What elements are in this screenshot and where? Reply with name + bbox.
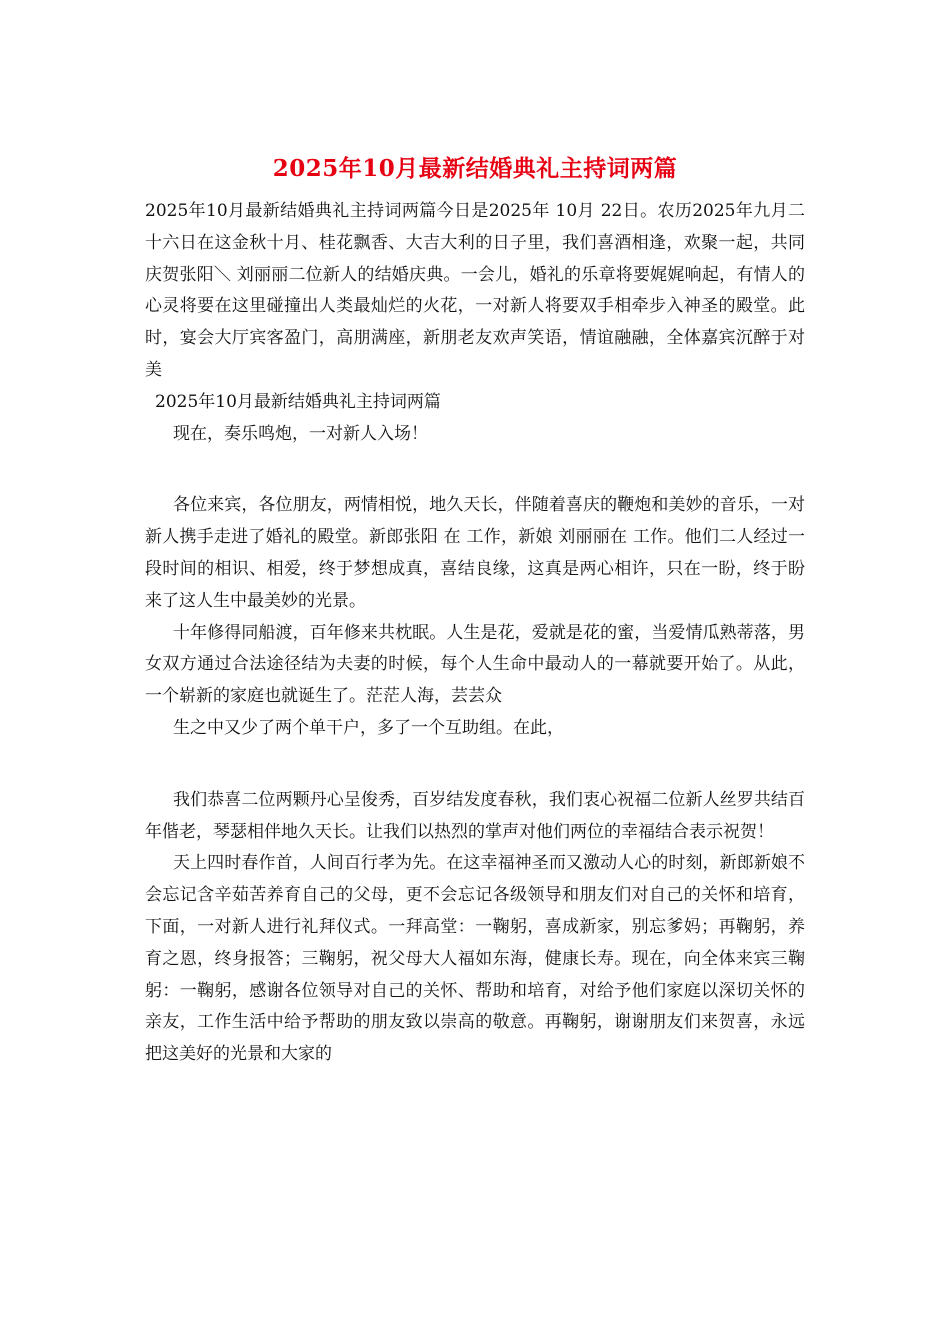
paragraph: 我们恭喜二位两颗丹心呈俊秀，百岁结发度春秋，我们衷心祝福二位新人丝罗共结百年偕老，琴瑟相伴地久天长。让我们以热烈的掌声对他们两位的幸福结合表示祝贺！ bbox=[145, 789, 805, 842]
blank-line bbox=[145, 745, 805, 785]
paragraph: 天上四时春作首，人间百行孝为先。在这幸福神圣而又激动人心的时刻，新郎新娘不会忘记含辛茹苦养育自己的父母，更不会忘记各级领导和朋友们对自己的关怀和培育，下面，一对新人进行礼拜仪式。一拜高堂：一鞠躬，喜成新家，别忘爹妈；再鞠躬，养育之恩，终身报答；三鞠躬，祝父母大人福如东海，健康长寿。现在，向全体来宾三鞠躬：一鞠躬，感谢各位领导对自己的关怀、帮助和培育，对给予他们家庭以深切关怀的亲友，工作生活中给予帮助的朋友致以崇高的敬意。再鞠躬，谢谢朋友们来贺喜，永远把这美好的光景和大家的 bbox=[145, 853, 805, 1065]
paragraph: 十年修得同船渡，百年修来共枕眠。人生是花，爱就是花的蜜，当爱情瓜熟蒂落，男女双方通过合法途径结为夫妻的时候，每个人生命中最动人的一幕就要开始了。从此，一个崭新的家庭也就诞生了。茫茫人海，芸芸众 bbox=[145, 622, 805, 707]
document-body bbox=[145, 196, 805, 1071]
blank-line bbox=[145, 450, 805, 490]
subheading: 2025年10月最新结婚典礼主持词两篇 bbox=[155, 391, 441, 412]
paragraph: 现在，奏乐鸣炮，一对新人入场！ bbox=[173, 423, 428, 444]
intro-paragraph: 2025年10月最新结婚典礼主持词两篇今日是2025年 10月 22日。农历2025年九月二十六日在这金秋十月、桂花飘香、大吉大利的日子里，我们喜酒相逢，欢聚一起，共同庆贺张阳＼ 刘丽丽二位新人的结婚庆典。一会儿，婚礼的乐章将要娓娓响起，有情人的心灵将要在这里碰撞出人类最灿烂的火花，一对新人将要双手相牵步入神圣的殿堂。此时，宴会大厅宾客盈门，高朋满座，新朋老友欢声笑语，情谊融融，全体嘉宾沉醉于对美 bbox=[145, 201, 805, 380]
paragraph: 生之中又少了两个单干户，多了一个互助组。在此， bbox=[173, 717, 564, 738]
paragraph: 各位来宾，各位朋友，两情相悦，地久天长，伴随着喜庆的鞭炮和美妙的音乐，一对新人携手走进了婚礼的殿堂。新郎张阳 在 工作，新娘 刘丽丽在 工作。他们二人经过一段时间的相识、相爱，终于梦想成真，喜结良缘，这真是两心相许，只在一盼，终于盼来了这人生中最美妙的光景。 bbox=[145, 495, 805, 611]
document-title: 2025年10月最新结婚典礼主持词两篇 bbox=[272, 155, 678, 182]
